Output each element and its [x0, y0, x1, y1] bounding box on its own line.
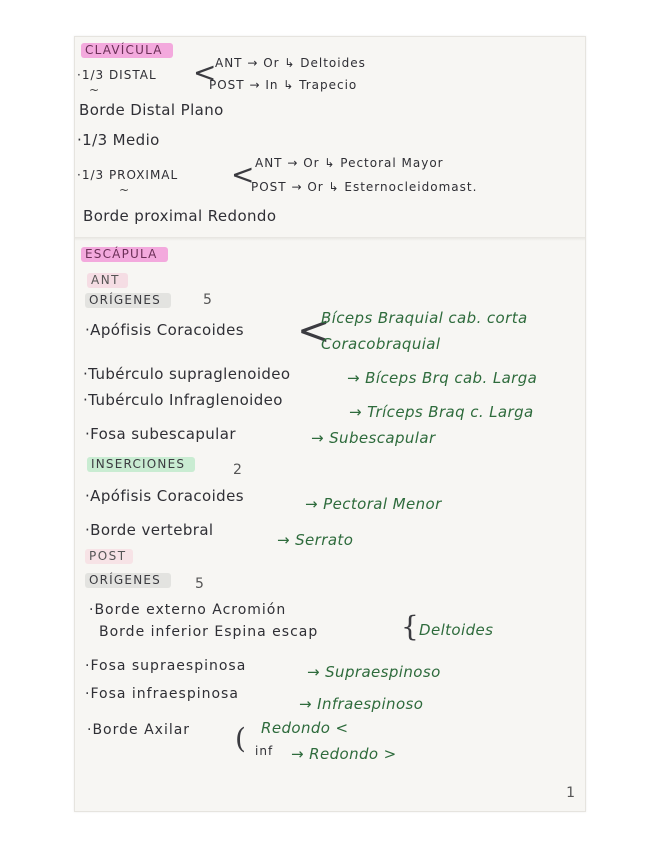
clavicula-heading: CLAVÍCULA — [81, 43, 173, 58]
distal-post-text: POST → In ↳ Trapecio — [209, 78, 358, 92]
distal-border-text: Borde Distal Plano — [79, 101, 224, 119]
infraespinosa-muscle: → Infraespinoso — [299, 695, 424, 713]
coracoides-muscle-2: Coracobraquial — [321, 335, 441, 353]
infraglenoideo-label: ·Tubérculo Infraglenoideo — [83, 391, 283, 409]
supraespinosa-muscle: → Supraespinoso — [307, 663, 441, 681]
proximal-border-text: Borde proximal Redondo — [83, 207, 277, 225]
coracoides-label: ·Apófisis Coracoides — [85, 321, 244, 339]
note-page — [74, 36, 586, 812]
deltoides-brace-icon: { — [401, 610, 419, 643]
axilar-muscle-2: → Redondo > — [291, 745, 397, 763]
subescapular-label: ·Fosa subescapular — [85, 425, 236, 443]
distal-brace-icon: < — [193, 56, 217, 89]
deltoides-muscle: Deltoides — [419, 621, 494, 639]
ins-vertebral-muscle: → Serrato — [277, 531, 354, 549]
proximal-post-text: POST → Or ↳ Esternocleidomast. — [251, 180, 478, 194]
proximal-ant-text: ANT → Or ↳ Pectoral Mayor — [255, 156, 444, 170]
post-origenes-count: 5 — [195, 576, 204, 592]
supraglenoideo-label: ·Tubérculo supraglenoideo — [83, 365, 291, 383]
post-label: POST — [85, 549, 133, 564]
acromion-label: ·Borde externo Acromión — [89, 602, 287, 618]
post-origenes-label: ORÍGENES — [85, 573, 171, 588]
ins-vertebral-label: ·Borde vertebral — [85, 521, 214, 539]
ant-label: ANT — [87, 273, 128, 288]
distal-ant-text: ANT → Or ↳ Deltoides — [215, 56, 366, 70]
axilar-muscle-1: Redondo < — [261, 719, 349, 737]
infraespinosa-label: ·Fosa infraespinosa — [85, 686, 239, 702]
ins-coracoides-label: ·Apófisis Coracoides — [85, 487, 244, 505]
proximal-brace-icon: < — [231, 158, 255, 191]
axilar-inf-text: inf — [255, 744, 274, 758]
coracoides-brace-icon: < — [297, 308, 331, 354]
axilar-brace-icon: ( — [235, 722, 246, 755]
distal-tilde-mark: ~ — [89, 83, 100, 97]
proximal-label: ·1/3 PROXIMAL — [77, 168, 179, 182]
axilar-label: ·Borde Axilar — [87, 722, 191, 738]
supraespinosa-label: ·Fosa supraespinosa — [85, 658, 247, 674]
ant-origenes-count: 5 — [203, 292, 212, 308]
ins-coracoides-muscle: → Pectoral Menor — [305, 495, 442, 513]
page-divider — [75, 237, 585, 241]
distal-label: ·1/3 DISTAL — [77, 68, 157, 82]
inserciones-label: INSERCIONES — [87, 457, 195, 472]
coracoides-muscle-1: Bíceps Braquial cab. corta — [321, 309, 528, 327]
medio-label: ·1/3 Medio — [77, 131, 160, 149]
proximal-tilde-mark: ~ — [119, 183, 130, 197]
supraglenoideo-muscle: → Bíceps Brq cab. Larga — [347, 369, 538, 387]
infraglenoideo-muscle: → Tríceps Braq c. Larga — [349, 403, 534, 421]
subescapular-muscle: → Subescapular — [311, 429, 436, 447]
espina-label: Borde inferior Espina escap — [99, 624, 319, 640]
inserciones-count: 2 — [233, 462, 242, 478]
page-number: 1 — [566, 785, 575, 801]
ant-origenes-label: ORÍGENES — [85, 293, 171, 308]
escapula-heading: ESCÁPULA — [81, 247, 168, 262]
